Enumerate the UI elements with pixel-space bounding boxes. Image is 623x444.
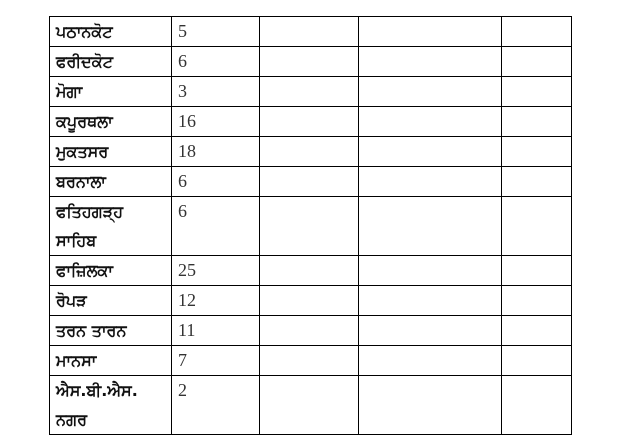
empty-cell [502,47,572,77]
empty-cell [359,197,502,256]
empty-cell [260,316,359,346]
empty-cell [260,107,359,137]
district-name-cell: ਮੋਗਾ [50,77,172,107]
empty-cell [359,17,502,47]
empty-cell [359,167,502,197]
empty-cell [502,107,572,137]
district-table [49,16,572,435]
empty-cell [502,167,572,197]
empty-cell [260,286,359,316]
table-row [50,376,572,435]
count-cell: 12 [172,286,260,316]
empty-cell [502,137,572,167]
count-cell: 7 [172,346,260,376]
table-row [50,77,572,107]
table-row [50,107,572,137]
empty-cell [260,256,359,286]
table-row [50,256,572,286]
empty-cell [502,17,572,47]
empty-cell [359,316,502,346]
district-name-cell: ਫਰੀਦਕੋਟ [50,47,172,77]
district-name-cell: ਕਪੂਰਥਲਾ [50,107,172,137]
table-row [50,167,572,197]
empty-cell [260,137,359,167]
empty-cell [260,197,359,256]
empty-cell [260,167,359,197]
empty-cell [359,137,502,167]
empty-cell [502,197,572,256]
empty-cell [502,316,572,346]
district-name-cell: ਮੁਕਤਸਰ [50,137,172,167]
count-cell: 18 [172,137,260,167]
empty-cell [359,256,502,286]
table-row [50,137,572,167]
empty-cell [260,346,359,376]
empty-cell [359,286,502,316]
district-name-cell: ਫਤਿਹਗੜ੍ਹ ਸਾਹਿਬ [50,197,172,256]
empty-cell [260,376,359,435]
empty-cell [359,107,502,137]
district-name-cell: ਮਾਨਸਾ [50,346,172,376]
count-cell: 11 [172,316,260,346]
table-row [50,197,572,256]
empty-cell [359,346,502,376]
count-cell: 5 [172,17,260,47]
district-name-cell: ਤਰਨ ਤਾਰਨ [50,316,172,346]
empty-cell [502,286,572,316]
empty-cell [502,256,572,286]
count-cell: 3 [172,77,260,107]
table-row [50,17,572,47]
table-row [50,286,572,316]
empty-cell [359,47,502,77]
empty-cell [502,77,572,107]
table-row [50,47,572,77]
district-name-cell: ਪਠਾਨਕੋਟ [50,17,172,47]
district-name-cell: ਐਸ.ਬੀ.ਐਸ. ਨਗਰ [50,376,172,435]
count-cell: 6 [172,167,260,197]
empty-cell [359,376,502,435]
count-cell: 25 [172,256,260,286]
empty-cell [260,47,359,77]
district-name-cell: ਫਾਜ਼ਿਲਕਾ [50,256,172,286]
empty-cell [359,77,502,107]
district-name-cell: ਬਰਨਾਲਾ [50,167,172,197]
empty-cell [260,17,359,47]
count-cell: 6 [172,197,260,256]
count-cell: 6 [172,47,260,77]
empty-cell [260,77,359,107]
empty-cell [502,346,572,376]
empty-cell [502,376,572,435]
count-cell: 2 [172,376,260,435]
district-name-cell: ਰੋਪੜ [50,286,172,316]
table-row [50,346,572,376]
count-cell: 16 [172,107,260,137]
table-row [50,316,572,346]
